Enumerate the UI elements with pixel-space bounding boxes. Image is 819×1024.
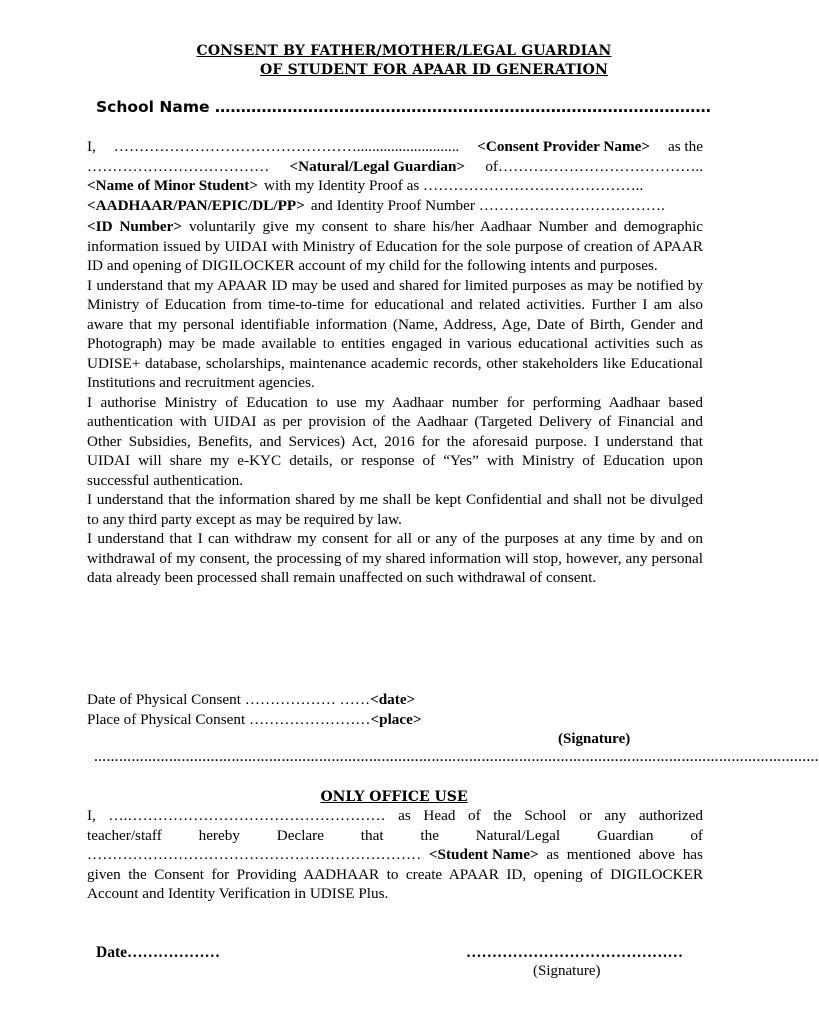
office-use-heading: ONLY OFFICE USE: [320, 789, 468, 805]
physical-consent-date: Date of Physical Consent ……………… ……<date>: [87, 691, 416, 708]
consent-paragraph-2: I understand that my APAAR ID may be used and shared for limited purposes as may be notified by Ministry of Education from time-to-time for educational and related activities. Further I am also aware that my personal identifiable information (Name, Address, Age, Date of Birth, Gender and Photograph) may be made available to entities engaged in various educational activities such as UDISE+ database, scholarships, maintenance academic records, other stakeholders like Educational Institutions and recruitment agencies.: [87, 276, 703, 391]
consent-row-1: I, …………………………………………........................... <Consent Provider Name> as the: [87, 138, 703, 155]
physical-consent-block: [87, 690, 703, 729]
office-signature-dots: ……………………………………: [466, 944, 683, 961]
consent-row-3: <Name of Minor Student> with my Identity Proof as ……………………………………..: [87, 177, 644, 194]
office-row-2: teacher/staff hereby Declare that the Natural/Legal Guardian of: [87, 826, 703, 844]
consent-provider-name-tag: <Consent Provider Name>: [477, 138, 651, 155]
guardian-signature-label: (Signature): [558, 731, 631, 747]
office-signature-label: (Signature): [533, 963, 601, 979]
consent-paragraph-3: I authorise Ministry of Education to use my Aadhaar number for performing Aadhaar based authentication with UIDAI as per provision of the Aadhaar (Targeted Delivery of Financial and Other Subsidies, Benefits, and Services) Act, 2016 for the aforesaid purpose. I understand that UIDAI will share my e-KYC details, or response of “Yes” with Ministry of Education upon successful authentication.: [87, 393, 703, 489]
consent-row-2: ……………………………… <Natural/Legal Guardian> of…………………………………..: [87, 157, 703, 175]
office-row-3: ………………………………………………………… <Student Name> as mentioned above has: [87, 846, 703, 863]
office-use-block: [87, 806, 703, 904]
consent-paragraph-1: <ID Number> voluntarily give my consent to share his/her Aadhaar Number and demographic information issued by UIDAI with Ministry of Education for the sole purpose of creation of APAAR ID and opening of DIGILOCKER account of my child for the following intents and purposes.: [87, 218, 703, 274]
consent-paragraph-4: I understand that the information shared by me shall be kept Confidential and shall not be divulged to any third party except as may be required by law.: [87, 491, 703, 528]
consent-provider-block: [87, 137, 703, 215]
office-declaration-text: given the Consent for Providing AADHAAR to create APAAR ID, opening of DIGILOCKER Account and Identity Verification in UDISE Plus.: [87, 865, 703, 902]
consent-body-text: [87, 217, 703, 588]
id-number-tag: <ID Number>: [87, 218, 183, 235]
school-name-field: School Name ……………………………………………………………………………………: [96, 98, 711, 116]
guardian-type-tag: <Natural/Legal Guardian>: [289, 157, 466, 175]
office-date-field: Date………………: [96, 944, 220, 961]
office-row-1: I, ….…………………………………………… as Head of the School or any authorized: [87, 807, 703, 824]
signature-dotted-line: …………………………………………………………………………………………………………………………………………………………: [94, 750, 819, 764]
physical-consent-place: Place of Physical Consent ……………………<place>: [87, 710, 422, 728]
consent-row-4: <AADHAAR/PAN/EPIC/DL/PP> and Identity Proof Number ……………………………….: [87, 196, 665, 214]
minor-student-name-tag: <Name of Minor Student>: [87, 177, 259, 194]
identity-proof-type-tag: <AADHAAR/PAN/EPIC/DL/PP>: [87, 196, 305, 214]
form-title-line-2: OF STUDENT FOR APAAR ID GENERATION: [259, 62, 609, 78]
consent-paragraph-5: I understand that I can withdraw my consent for all or any of the purposes at any time by and on withdrawal of my consent, the processing of my shared information will stop, however, any personal data already been processed shall remain unaffected on such withdrawal of consent.: [87, 530, 703, 586]
form-title-line-1: CONSENT BY FATHER/MOTHER/LEGAL GUARDIAN: [196, 43, 612, 59]
student-name-tag: <Student Name>: [428, 846, 539, 863]
